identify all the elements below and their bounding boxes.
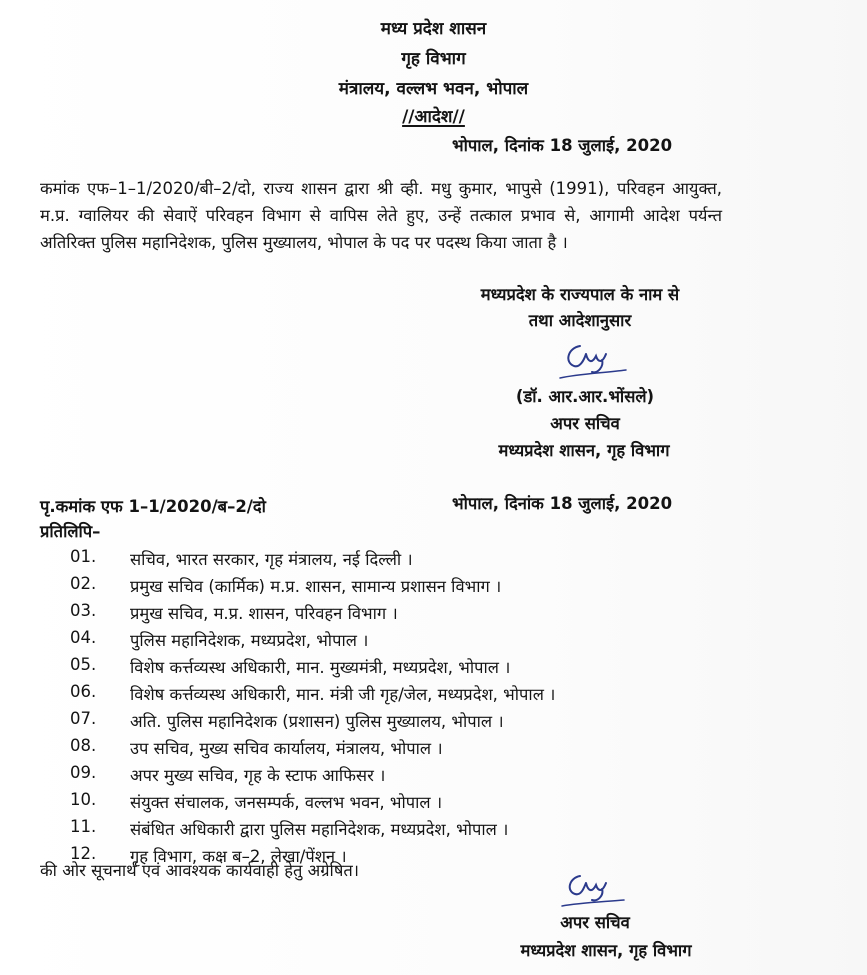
- list-item-text: प्रमुख सचिव, म.प्र. शासन, परिवहन विभाग ।: [130, 604, 398, 623]
- endorsement-signatory-title: अपर सचिव: [560, 913, 630, 932]
- office-address: मंत्रालय, वल्लभ भवन, भोपाल: [338, 79, 529, 99]
- endorsement-ref-no: पृ.कमांक एफ 1–1/2020/ब–2/दो: [40, 497, 266, 516]
- list-item-number: 11.: [70, 817, 97, 836]
- list-item-number: 03.: [70, 601, 97, 620]
- list-item-text: अपर मुख्य सचिव, गृह के स्टाफ आफिसर ।: [130, 766, 386, 785]
- list-item-text: पुलिस महानिदेशक, मध्यप्रदेश, भोपाल ।: [130, 631, 369, 650]
- list-item-text: प्रमुख सचिव (कार्मिक) म.प्र. शासन, सामान्य प्रशासन विभाग ।: [130, 577, 502, 596]
- department-name: गृह विभाग: [401, 49, 466, 69]
- list-item-number: 07.: [70, 709, 97, 728]
- order-title: //आदेश//: [402, 107, 465, 127]
- list-item-number: 04.: [70, 628, 97, 647]
- list-item-text: सचिव, भारत सरकार, गृह मंत्रालय, नई दिल्ली ।: [130, 550, 413, 569]
- list-item-text: संयुक्त संचालक, जनसम्पर्क, वल्लभ भवन, भोपाल ।: [130, 793, 443, 812]
- authority-line-1: मध्यप्रदेश के राज्यपाल के नाम से: [480, 285, 680, 304]
- order-place-date: भोपाल, दिनांक 18 जुलाई, 2020: [452, 136, 673, 155]
- list-item-text: विशेष कर्त्तव्यस्थ अधिकारी, मान. मंत्री जी गृह/जेल, मध्यप्रदेश, भोपाल ।: [130, 685, 556, 704]
- list-item-text: संबंधित अधिकारी द्वारा पुलिस महानिदेशक, मध्यप्रदेश, भोपाल ।: [130, 820, 509, 839]
- list-item-number: 10.: [70, 790, 97, 809]
- order-body: कमांक एफ–1–1/2020/बी–2/दो, राज्य शासन द्वारा श्री व्ही. मधु कुमार, भापुसे (1991), परिवहन आयुक्त, म.प्र. ग्वालियर की सेवाऐं परिवहन विभाग से वापिस लेते हुए, उन्हें तत्काल प्रभाव से, आगामी आदेश पर्यन्त अतिरिक्त पुलिस महानिदेशक, पुलिस मुख्यालय, भोपाल के पद पर पदस्थ किया जाता है ।: [40, 179, 722, 252]
- copy-heading: प्रतिलिपि–: [40, 522, 101, 541]
- list-item-number: 08.: [70, 736, 97, 755]
- signatory-department: मध्यप्रदेश शासन, गृह विभाग: [498, 441, 670, 460]
- list-item-number: 02.: [70, 574, 97, 593]
- list-item-number: 09.: [70, 763, 97, 782]
- list-item-number: 12.: [70, 844, 97, 863]
- list-item-text: अति. पुलिस महानिदेशक (प्रशासन) पुलिस मुख्यालय, भोपाल ।: [130, 712, 504, 731]
- govt-name: मध्य प्रदेश शासन: [380, 19, 487, 39]
- endorsement-place-date: भोपाल, दिनांक 18 जुलाई, 2020: [452, 494, 673, 513]
- list-item-number: 05.: [70, 655, 97, 674]
- list-item-text: उप सचिव, मुख्य सचिव कार्यालय, मंत्रालय, भोपाल ।: [130, 739, 443, 758]
- authority-line-2: तथा आदेशानुसार: [528, 311, 632, 330]
- list-item-number: 06.: [70, 682, 97, 701]
- signature-mark: [560, 870, 626, 910]
- forwarding-note: की ओर सूचनार्थ एवं आवश्यक कार्यवाही हेतु अग्रेषित।: [40, 861, 360, 880]
- signatory-title: अपर सचिव: [550, 414, 620, 433]
- list-item-number: 01.: [70, 547, 97, 566]
- list-item-text: विशेष कर्त्तव्यस्थ अधिकारी, मान. मुख्यमंत्री, मध्यप्रदेश, भोपाल ।: [130, 658, 511, 677]
- signature-mark: [558, 340, 628, 382]
- list-item-text: गृह विभाग, कक्ष ब–2, लेखा/पेंशन ।: [130, 847, 347, 866]
- signatory-name: (डॉ. आर.आर.भोंसले): [515, 387, 655, 406]
- endorsement-signatory-department: मध्यप्रदेश शासन, गृह विभाग: [520, 941, 692, 960]
